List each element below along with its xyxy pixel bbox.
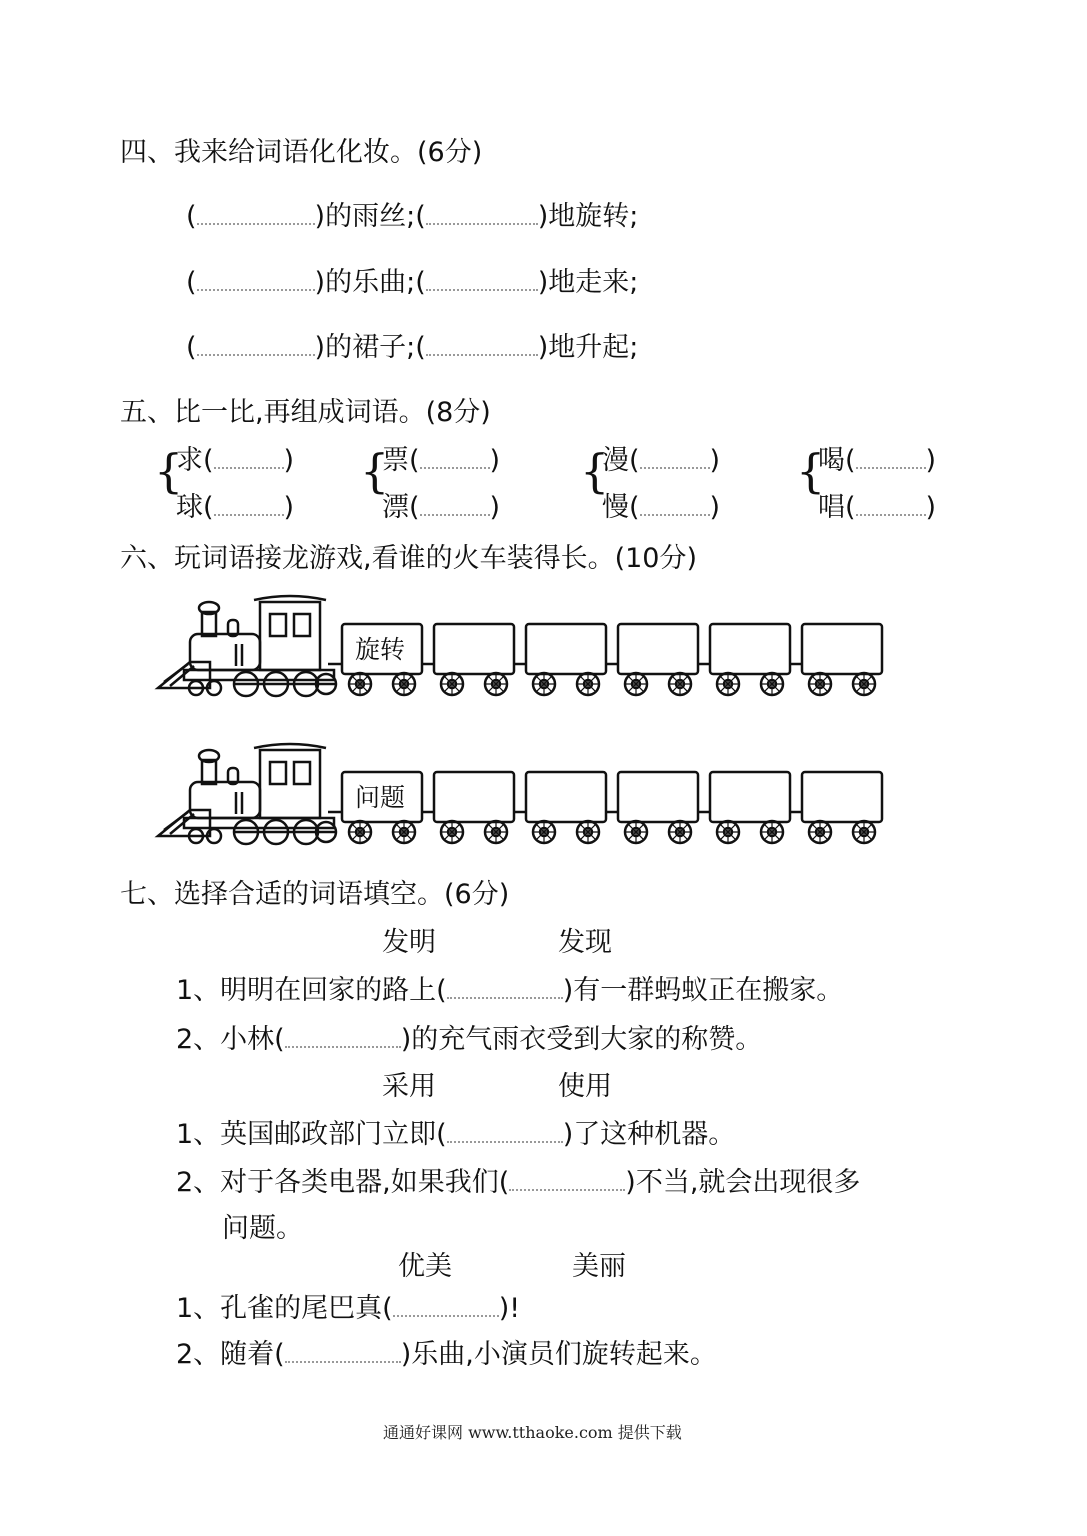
blank[interactable]	[426, 332, 538, 356]
section-5-title: 五、比一比,再组成词语。(8分)	[120, 397, 491, 428]
train-icon	[150, 740, 890, 850]
footer-credit: 通通好课网 www.tthaoke.com 提供下载	[383, 1423, 682, 1442]
train-car[interactable]	[526, 624, 606, 674]
section-7-title: 七、选择合适的词语填空。(6分)	[120, 879, 510, 910]
compare-row: 唱( )	[818, 492, 937, 523]
train-car[interactable]	[434, 772, 514, 822]
train-icon	[150, 592, 890, 702]
word-choice-b: 发现	[558, 927, 612, 958]
blank[interactable]	[420, 492, 490, 516]
blank[interactable]	[285, 1339, 401, 1363]
train-car[interactable]	[526, 772, 606, 822]
blank[interactable]	[393, 1293, 499, 1317]
blank[interactable]	[214, 492, 284, 516]
train-car[interactable]	[802, 772, 882, 822]
sentence: 1、英国邮政部门立即( )了这种机器。	[176, 1119, 736, 1150]
brace-icon: {	[154, 444, 184, 498]
blank[interactable]	[426, 201, 538, 225]
section-6-title: 六、玩词语接龙游戏,看谁的火车装得长。(10分)	[120, 543, 698, 574]
compare-row: 求( )	[176, 445, 295, 476]
blank[interactable]	[856, 492, 926, 516]
blank[interactable]	[447, 975, 563, 999]
fill-row-2: ( )的乐曲;( )地走来;	[186, 267, 639, 298]
fill-row-3: ( )的裙子;( )地升起;	[186, 332, 639, 363]
train-car[interactable]	[434, 624, 514, 674]
train-1-first-car-label: 旋转	[354, 635, 406, 664]
compare-row: 漂( )	[382, 492, 501, 523]
blank[interactable]	[197, 332, 315, 356]
sentence: 2、对于各类电器,如果我们( )不当,就会出现很多	[176, 1167, 861, 1198]
word-choice-b: 使用	[558, 1071, 612, 1102]
compare-row: 喝( )	[818, 445, 937, 476]
compare-row: 球( )	[176, 492, 295, 523]
blank[interactable]	[420, 445, 490, 469]
sentence: 1、孔雀的尾巴真( )!	[176, 1293, 521, 1324]
train-2	[150, 740, 890, 850]
fill-row-1: ( )的雨丝;( )地旋转;	[186, 201, 639, 232]
compare-row: 漫( )	[602, 445, 721, 476]
compare-row: 票( )	[382, 445, 501, 476]
brace-icon: {	[796, 444, 826, 498]
train-car[interactable]	[710, 624, 790, 674]
word-choice-a: 采用	[382, 1071, 436, 1102]
sentence: 1、明明在回家的路上( )有一群蚂蚁正在搬家。	[176, 975, 844, 1006]
brace-icon: {	[580, 444, 610, 498]
brace-icon: {	[360, 444, 390, 498]
blank[interactable]	[509, 1167, 625, 1191]
blank[interactable]	[197, 267, 315, 291]
blank[interactable]	[856, 445, 926, 469]
blank[interactable]	[426, 267, 538, 291]
sentence: 2、随着( )乐曲,小演员们旋转起来。	[176, 1339, 717, 1370]
sentence: 2、小林( )的充气雨衣受到大家的称赞。	[176, 1024, 763, 1055]
blank[interactable]	[640, 492, 710, 516]
train-1	[150, 592, 890, 702]
train-car[interactable]	[618, 772, 698, 822]
section-4-title: 四、我来给词语化化妆。(6分)	[120, 137, 483, 168]
word-choice-a: 优美	[398, 1251, 452, 1282]
blank[interactable]	[197, 201, 315, 225]
blank[interactable]	[214, 445, 284, 469]
word-choice-b: 美丽	[572, 1251, 626, 1282]
train-car[interactable]	[618, 624, 698, 674]
blank[interactable]	[285, 1024, 401, 1048]
blank[interactable]	[447, 1119, 563, 1143]
train-2-first-car-label: 问题	[354, 783, 406, 812]
sentence-continuation: 问题。	[222, 1213, 303, 1244]
train-car[interactable]	[802, 624, 882, 674]
train-car[interactable]	[710, 772, 790, 822]
word-choice-a: 发明	[382, 927, 436, 958]
blank[interactable]	[640, 445, 710, 469]
compare-row: 慢( )	[602, 492, 721, 523]
